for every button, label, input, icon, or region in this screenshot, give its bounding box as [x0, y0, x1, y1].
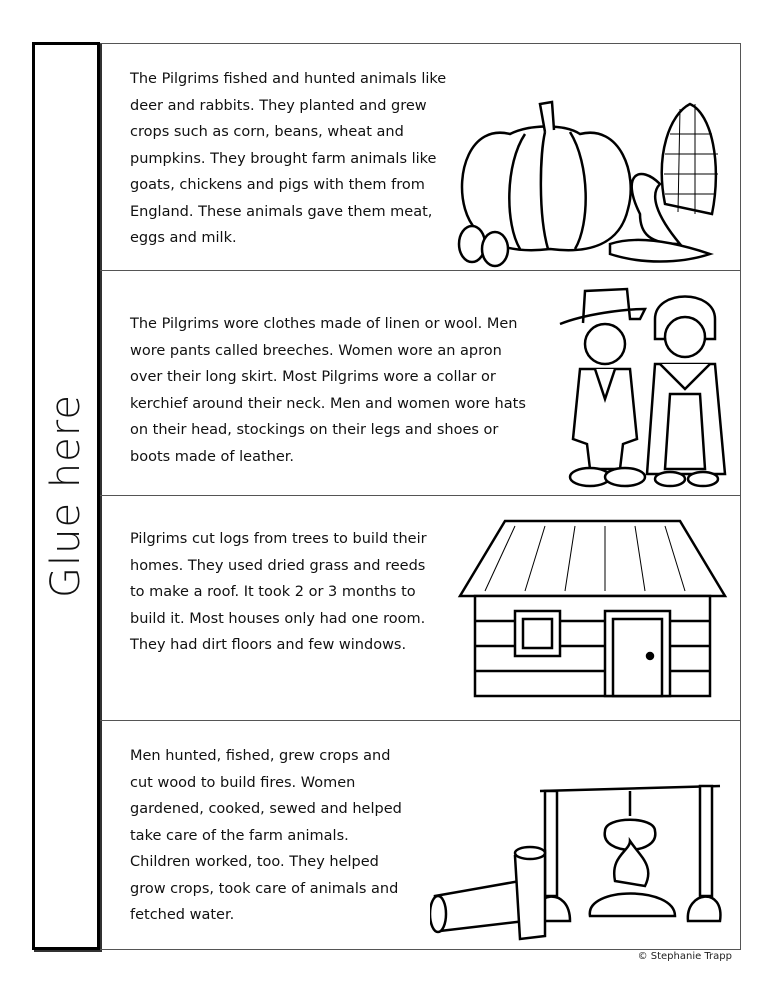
- text-line: cut wood to build fires. Women: [130, 774, 356, 791]
- text-line: to make a roof. It took 2 or 3 months to: [130, 584, 416, 600]
- info-panels: [100, 43, 741, 950]
- panel-food: [100, 44, 740, 271]
- copyright-notice: © Stephanie Trapp: [637, 951, 732, 962]
- text-line: The Pilgrims fished and hunted animals like: [130, 71, 447, 87]
- log-cabin-illustration: [455, 516, 730, 706]
- text-line: England. These animals gave them meat,: [130, 203, 433, 220]
- text-line: homes. They used dried grass and reeds: [130, 557, 426, 574]
- text-line: over their long skirt. Most Pilgrims wore a collar or: [130, 369, 496, 385]
- text-line: goats, chickens and pigs with them from: [130, 177, 425, 193]
- text-line: Men hunted, fished, grew crops and: [130, 748, 391, 764]
- text-line: Pilgrims cut logs from trees to build their: [130, 531, 427, 547]
- text-line: crops such as corn, beans, wheat and: [130, 124, 404, 140]
- campfire-illustration: [430, 771, 730, 941]
- text-line: eggs and milk.: [130, 230, 237, 246]
- text-line: grow crops, took care of animals and: [130, 880, 399, 897]
- text-line: build it. Most houses only had one room.: [130, 610, 426, 627]
- glue-here-label: Glue here: [43, 394, 89, 598]
- panel-work-text: [130, 743, 402, 929]
- pilgrims-illustration: [555, 279, 735, 489]
- text-line: kerchief around their neck. Men and women wore hats: [130, 395, 526, 412]
- panel-clothing: [100, 271, 740, 496]
- text-line: take care of the farm animals.: [130, 827, 349, 844]
- panel-clothing-text: [130, 311, 526, 470]
- pumpkin-corn-illustration: [450, 94, 730, 269]
- panel-homes: [100, 496, 740, 721]
- text-line: on their head, stockings on their legs and shoes or: [130, 422, 499, 438]
- glue-here-box: [32, 42, 100, 950]
- text-line: They had dirt floors and few windows.: [130, 637, 407, 653]
- text-line: The Pilgrims wore clothes made of linen or wool. Men: [130, 316, 518, 332]
- text-line: gardened, cooked, sewed and helped: [130, 801, 402, 817]
- text-line: fetched water.: [130, 907, 235, 923]
- text-line: boots made of leather.: [130, 448, 294, 465]
- panel-food-text: [130, 66, 446, 252]
- text-line: Children worked, too. They helped: [130, 854, 379, 870]
- text-line: deer and rabbits. They planted and grew: [130, 97, 427, 114]
- text-line: wore pants called breeches. Women wore an apron: [130, 342, 502, 359]
- panel-work: [100, 721, 740, 949]
- text-line: pumpkins. They brought farm animals like: [130, 150, 437, 167]
- panel-homes-text: [130, 526, 427, 659]
